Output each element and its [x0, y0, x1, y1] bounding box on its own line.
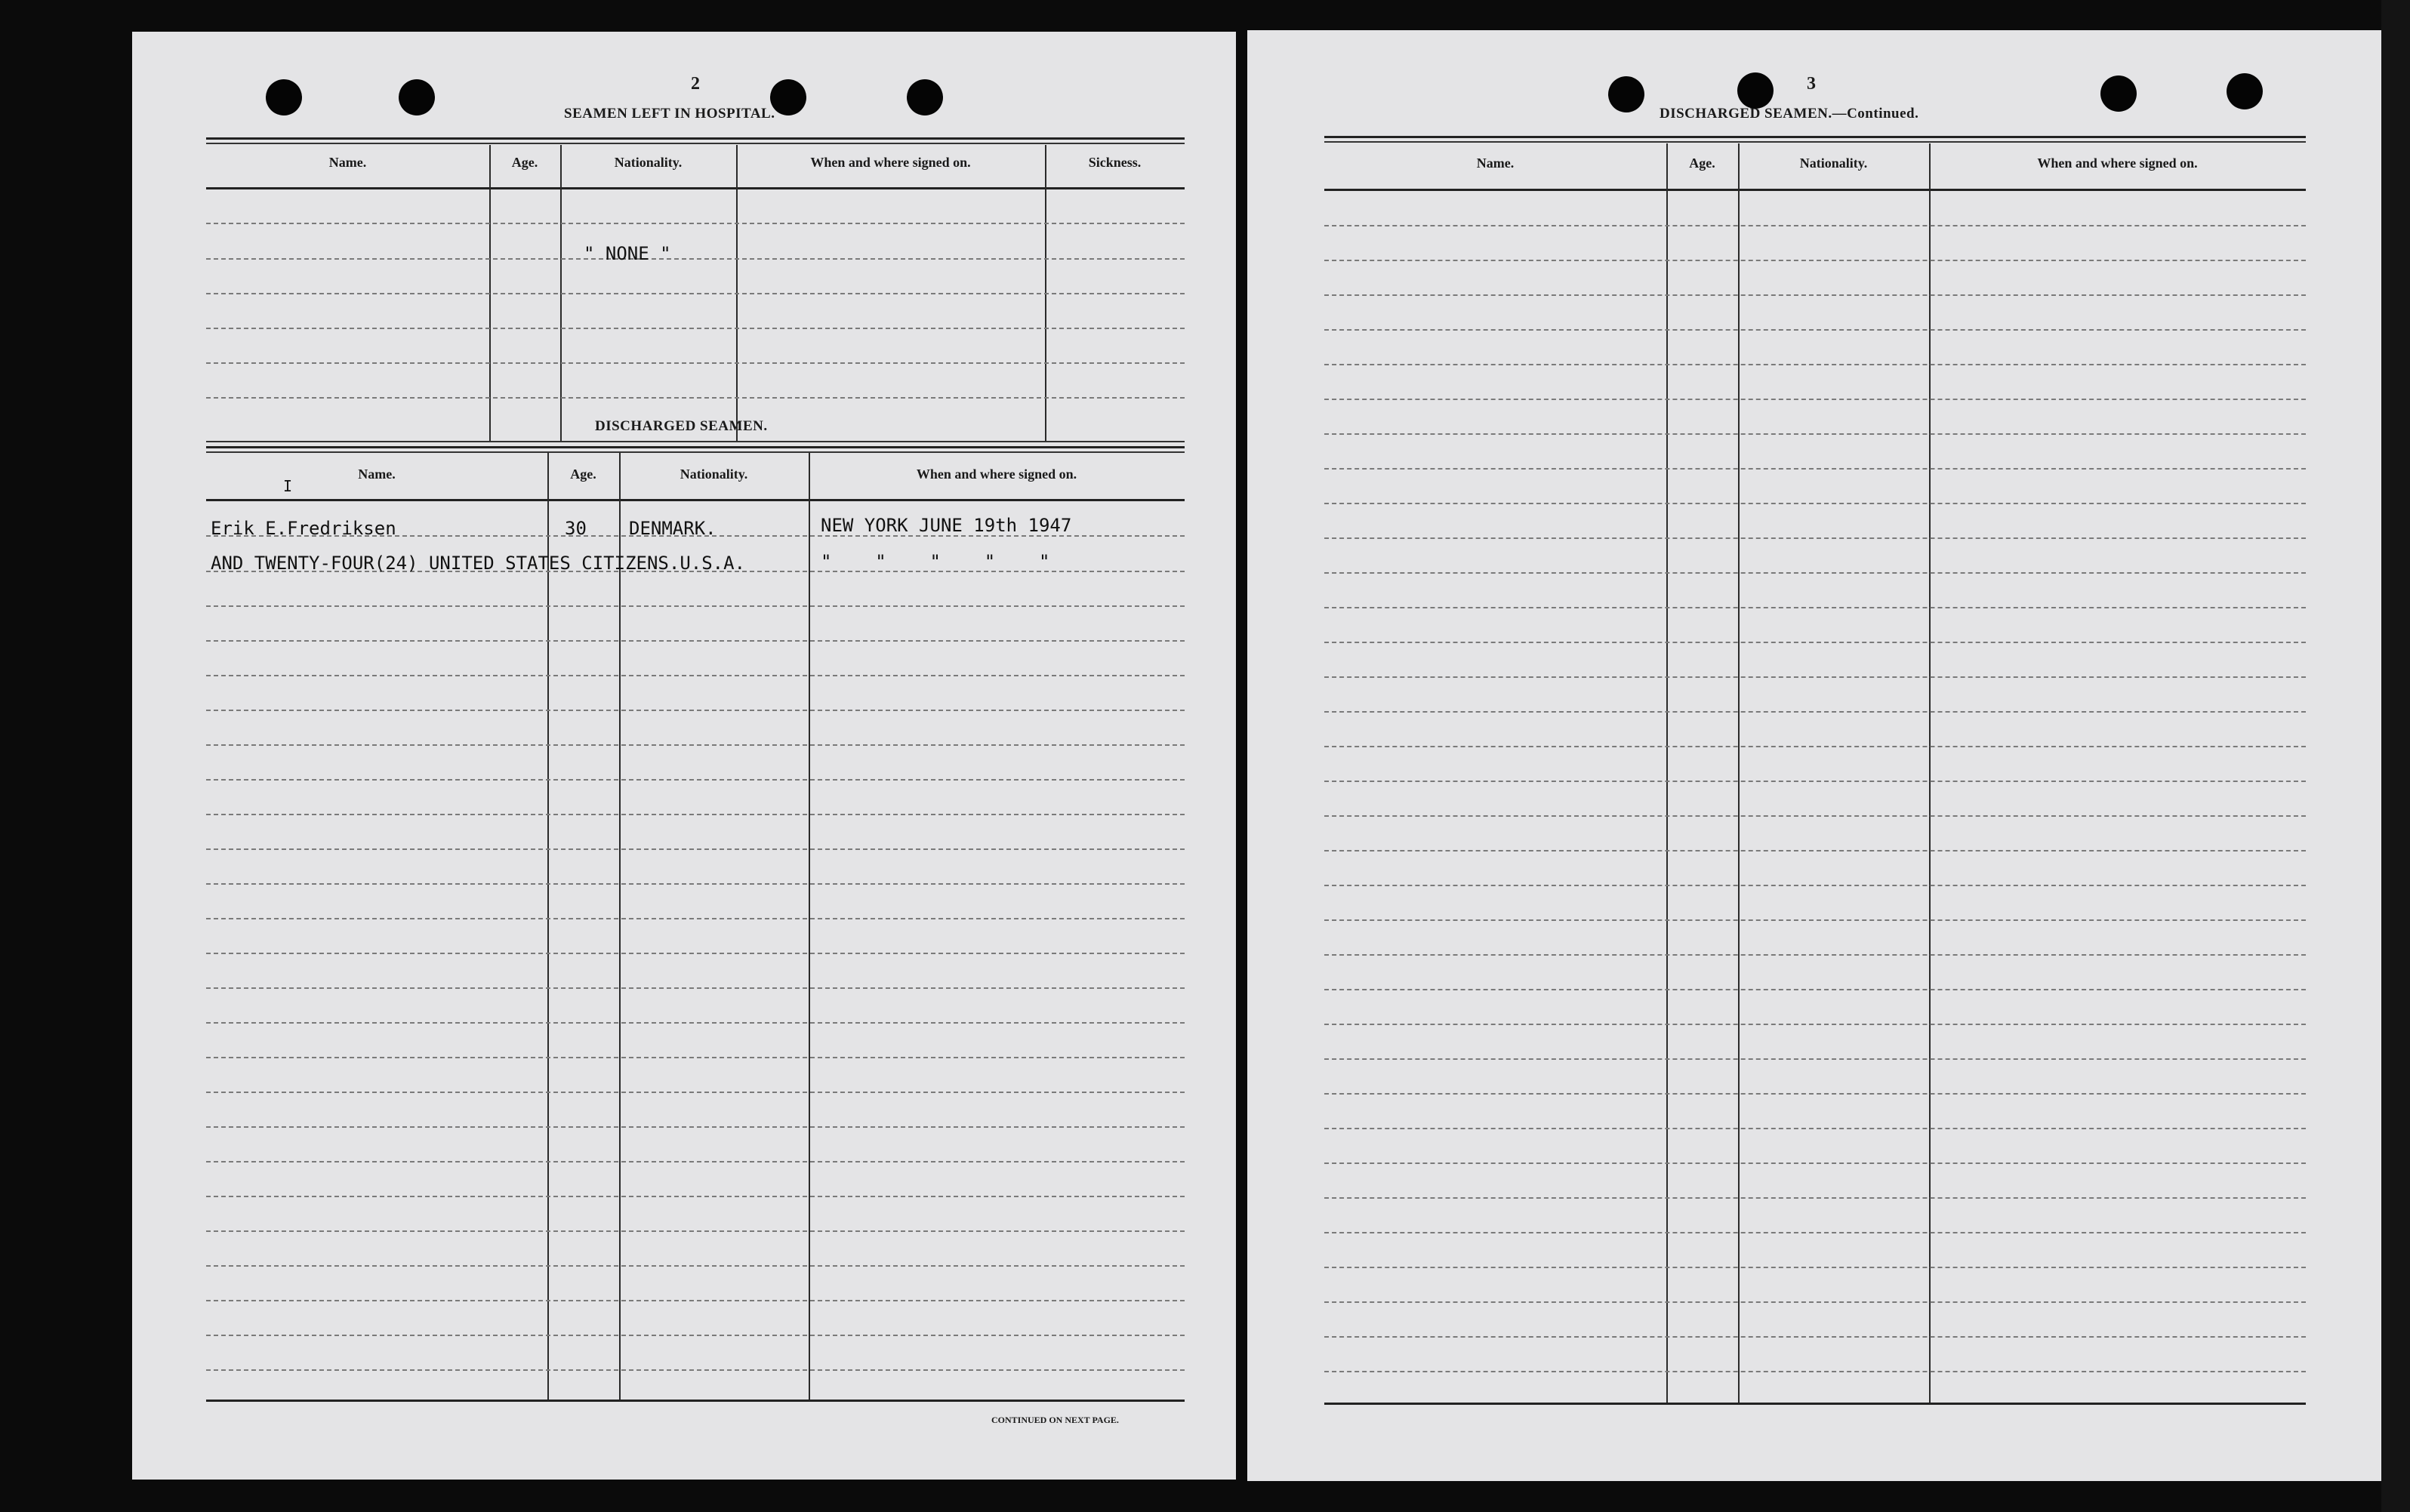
ruled-line: [1324, 1232, 2306, 1233]
ruled-line: [1324, 468, 2306, 470]
ruled-line: [1324, 885, 2306, 886]
column-divider: [547, 453, 549, 1400]
punch-hole: [2100, 75, 2137, 112]
right-page: [1247, 30, 2381, 1481]
ruled-line: [206, 1057, 1185, 1058]
punch-hole: [266, 79, 302, 115]
column-divider: [1929, 143, 1931, 1403]
ruled-line: [1324, 1162, 2306, 1164]
ruled-line: [1324, 746, 2306, 747]
ruled-line: [206, 223, 1185, 224]
row-1-signed-on: NEW YORK JUNE 19th 1947: [821, 515, 1072, 536]
col-header-age: Age.: [511, 155, 538, 170]
rule: [1324, 141, 2306, 143]
ruled-line: [1324, 537, 2306, 539]
discharged-continued-title: DISCHARGED SEAMEN.—Continued.: [1660, 106, 1919, 122]
ruled-line: [1324, 989, 2306, 990]
page-number: 2: [691, 74, 700, 94]
ruled-line: [206, 848, 1185, 850]
col-header-signed-on: When and where signed on.: [916, 467, 1077, 482]
ruled-line: [206, 1369, 1185, 1371]
ruled-line: [1324, 642, 2306, 643]
ruled-line: [206, 1092, 1185, 1093]
punch-hole: [770, 79, 806, 115]
ruled-line: [1324, 676, 2306, 678]
ruled-line: [1324, 225, 2306, 226]
ruled-line: [206, 1335, 1185, 1336]
rule: [206, 1400, 1185, 1402]
col-header-signed-on: When and where signed on.: [810, 155, 971, 170]
hospital-entry: " NONE ": [584, 243, 671, 264]
hospital-section-title: SEAMEN LEFT IN HOSPITAL.: [564, 106, 775, 122]
ruled-line: [206, 1300, 1185, 1301]
rule: [1324, 1403, 2306, 1405]
rule: [206, 451, 1185, 453]
ruled-line: [206, 605, 1185, 607]
ruled-line: [206, 953, 1185, 954]
punch-hole: [399, 79, 435, 115]
ruled-line: [206, 293, 1185, 294]
ruled-line: [206, 883, 1185, 885]
continued-note: CONTINUED ON NEXT PAGE.: [991, 1415, 1119, 1425]
ruled-line: [1324, 1197, 2306, 1199]
ruled-line: [206, 397, 1185, 399]
col-header-age: Age.: [570, 467, 596, 482]
ruled-line: [1324, 815, 2306, 817]
column-divider: [1738, 143, 1740, 1403]
ruled-line: [206, 814, 1185, 815]
punch-hole: [2227, 73, 2263, 109]
col-header-name: Name.: [358, 467, 396, 482]
ruled-line: [206, 258, 1185, 260]
col-header-signed-on: When and where signed on.: [2037, 156, 2198, 171]
col-header-name: Name.: [328, 155, 367, 170]
ruled-line: [206, 362, 1185, 364]
ruled-line: [1324, 919, 2306, 921]
ruled-line: [1324, 1267, 2306, 1268]
row-1-name: Erik E.Fredriksen: [211, 518, 396, 539]
rule: [206, 137, 1185, 140]
rule: [206, 446, 1185, 448]
punch-hole: [1608, 76, 1644, 112]
ruled-line: [1324, 433, 2306, 435]
ruled-line: [1324, 781, 2306, 782]
rule: [206, 143, 1185, 144]
page-number: 3: [1807, 74, 1816, 94]
ruled-line: [1324, 607, 2306, 608]
ruled-line: [1324, 364, 2306, 365]
ruled-line: [206, 987, 1185, 989]
handwritten-mark: I: [283, 477, 293, 495]
scan-border: [2381, 0, 2410, 1512]
col-header-sickness: Sickness.: [1088, 155, 1142, 170]
rule: [206, 499, 1185, 501]
rule: [1324, 136, 2306, 138]
ruled-line: [1324, 711, 2306, 713]
ruled-line: [1324, 294, 2306, 296]
ruled-line: [206, 779, 1185, 781]
ruled-line: [1324, 850, 2306, 851]
col-header-nationality: Nationality.: [614, 155, 683, 170]
ruled-line: [1324, 1301, 2306, 1303]
ruled-line: [1324, 399, 2306, 400]
ruled-line: [1324, 572, 2306, 574]
column-divider: [809, 453, 810, 1400]
ruled-line: [1324, 1058, 2306, 1060]
left-page: [132, 32, 1236, 1480]
ruled-line: [1324, 1093, 2306, 1095]
ruled-line: [206, 675, 1185, 676]
rule: [206, 441, 1185, 442]
ruled-line: [1324, 1371, 2306, 1372]
rule: [206, 187, 1185, 189]
ruled-line: [1324, 329, 2306, 331]
ruled-line: [206, 1265, 1185, 1267]
ruled-line: [1324, 1024, 2306, 1025]
ruled-line: [206, 640, 1185, 642]
ruled-line: [1324, 503, 2306, 504]
ruled-line: [206, 1161, 1185, 1162]
ruled-line: [206, 744, 1185, 746]
punch-hole: [907, 79, 943, 115]
row-2-name: AND TWENTY-FOUR(24) UNITED STATES CITIZENS.U.S.A.: [211, 553, 746, 574]
column-divider: [619, 453, 621, 1400]
ruled-line: [206, 710, 1185, 711]
punch-hole: [1737, 72, 1774, 109]
ruled-line: [206, 1230, 1185, 1232]
ruled-line: [206, 918, 1185, 919]
col-header-nationality: Nationality.: [680, 467, 748, 482]
ruled-line: [206, 328, 1185, 329]
ruled-line: [1324, 260, 2306, 261]
col-header-age: Age.: [1689, 156, 1715, 171]
col-header-name: Name.: [1476, 156, 1515, 171]
ruled-line: [1324, 954, 2306, 956]
ruled-line: [206, 1126, 1185, 1128]
column-divider: [1666, 143, 1668, 1403]
ruled-line: [1324, 1336, 2306, 1338]
row-1-age: 30: [565, 518, 587, 539]
ruled-line: [206, 1196, 1185, 1197]
row-1-nationality: DENMARK.: [629, 518, 717, 539]
col-header-nationality: Nationality.: [1799, 156, 1868, 171]
row-2-signed-on: " " " " ": [821, 551, 1050, 572]
discharged-section-title: DISCHARGED SEAMEN.: [595, 418, 768, 434]
ruled-line: [1324, 1128, 2306, 1129]
ruled-line: [206, 1022, 1185, 1024]
rule: [1324, 189, 2306, 191]
